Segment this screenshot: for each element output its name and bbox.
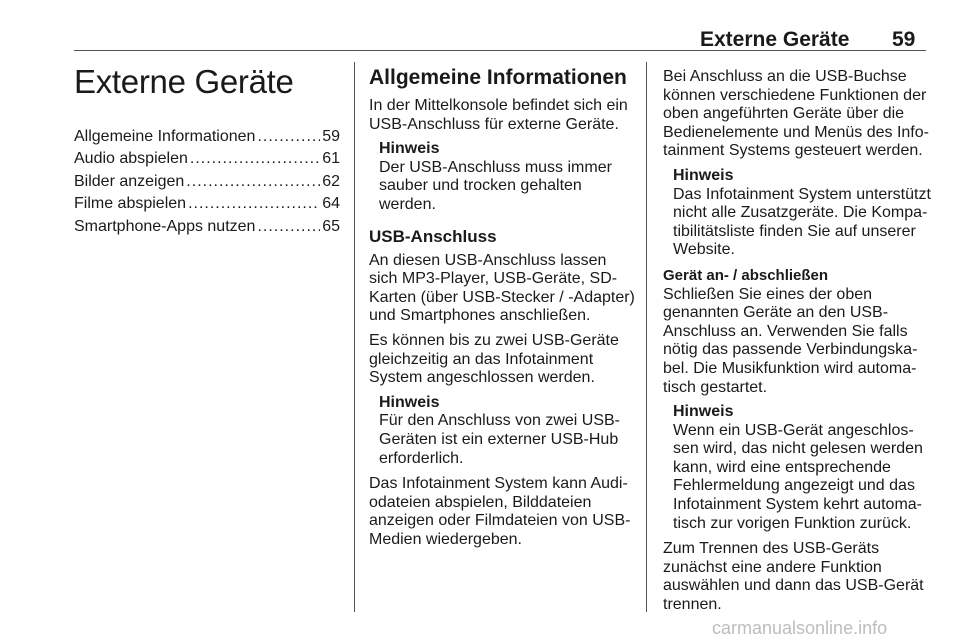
- toc-entry[interactable]: [74, 195, 340, 217]
- note-label: Hinweis: [673, 403, 734, 421]
- toc-entry-page: 61: [322, 150, 340, 168]
- subheading-connect-disconnect: Gerät an- / abschließen: [663, 266, 829, 284]
- toc-leader-dots: [186, 173, 320, 192]
- toc-leader-dots: [190, 150, 320, 169]
- note-block: Hinweis Für den Anschluss von zwei USB- Geräten ist ein externer USB-Hub erforderlich.: [379, 394, 637, 468]
- toc-entry[interactable]: [74, 218, 340, 240]
- toc-entry-page: 59: [322, 128, 340, 145]
- toc-entry-page: 64: [322, 195, 340, 213]
- page-number: 59: [892, 28, 916, 51]
- paragraph: An diesen USB-Anschluss lassen sich MP3-Player, USB-Geräte, SD- Karten (über USB-Stecker / -Adapter) und Smartphones anschließen.: [369, 251, 635, 325]
- paragraph: Das Infotainment System kann Audi- odateien abspielen, Bilddateien anzeigen oder Filmdateien von USB- Medien wiedergeben.: [369, 475, 631, 548]
- toc-entry-label: Allgemeine Informationen: [74, 128, 256, 145]
- toc-entry-label: Smartphone-Apps nutzen: [74, 217, 256, 235]
- note-block: Hinweis Das Infotainment System unterstützt nicht alle Zusatzgeräte. Die Kompa- tibilitätsliste finden Sie auf unserer Website.: [673, 166, 931, 259]
- section-heading-usb-port: USB-Anschluss: [369, 226, 497, 246]
- toc-leader-dots: [257, 218, 320, 237]
- toc-entry[interactable]: [74, 128, 340, 150]
- header-divider: [74, 50, 926, 51]
- watermark-footer: carmanualsonline.info: [712, 618, 888, 638]
- column-divider-2: [646, 62, 647, 612]
- toc-entry-page: 65: [322, 217, 340, 235]
- intro-paragraph: In der Mittelkonsole befindet sich ein USB-Anschluss für externe Geräte.: [369, 97, 628, 133]
- toc-entry-page: 62: [322, 172, 340, 190]
- column-divider-1: [354, 62, 355, 612]
- section-heading-general-info: Allgemeine Informationen: [369, 66, 627, 89]
- paragraph: Bei Anschluss an die USB-Buchse können verschiedene Funktionen der oben angeführten Geräte über die Bedienelemente und Menüs des Info- tainment Systems gesteuert werden.: [663, 68, 929, 160]
- note-label: Hinweis: [379, 140, 440, 158]
- paragraph: Zum Trennen des USB-Geräts zunächst eine andere Funktion auswählen und dann das USB-Gerät trennen.: [663, 540, 924, 614]
- toc-leader-dots: [188, 195, 320, 214]
- paragraph: Schließen Sie eines der oben genannten Geräte an den USB- Anschluss an. Verwenden Sie falls nötig das passende Verbindungska- bel. Die Musikfunktion wird automa- tisch gestartet.: [663, 285, 918, 396]
- toc-entry[interactable]: [74, 173, 340, 195]
- chapter-title: Externe Geräte: [74, 63, 294, 100]
- toc-entry[interactable]: [74, 150, 340, 172]
- toc-leader-dots: [257, 128, 320, 147]
- note-block: Hinweis Wenn ein USB-Gerät angeschlos- sen wird, das nicht gelesen werden kann, wird eine entsprechende Fehlermeldung angezeigt und das Infotainment System kehrt automa- tisch zur vorigen Funktion zurück.: [673, 403, 931, 533]
- note-block: Hinweis Der USB-Anschluss muss immer sauber und trocken gehalten werden.: [379, 140, 637, 214]
- toc-entry-label: Filme abspielen: [74, 195, 187, 213]
- note-label: Hinweis: [673, 166, 734, 184]
- running-header-title: Externe Geräte: [700, 28, 850, 51]
- toc-list: [74, 128, 340, 240]
- toc-entry-label: Bilder anzeigen: [74, 172, 185, 190]
- content-column-2: [369, 62, 637, 555]
- toc-column: [74, 62, 340, 240]
- paragraph: Es können bis zu zwei USB-Geräte gleichzeitig an das Infotainment System angeschlossen werden.: [369, 331, 619, 387]
- content-column-3: [663, 68, 931, 621]
- note-label: Hinweis: [379, 393, 440, 411]
- toc-entry-label: Audio abspielen: [74, 150, 188, 168]
